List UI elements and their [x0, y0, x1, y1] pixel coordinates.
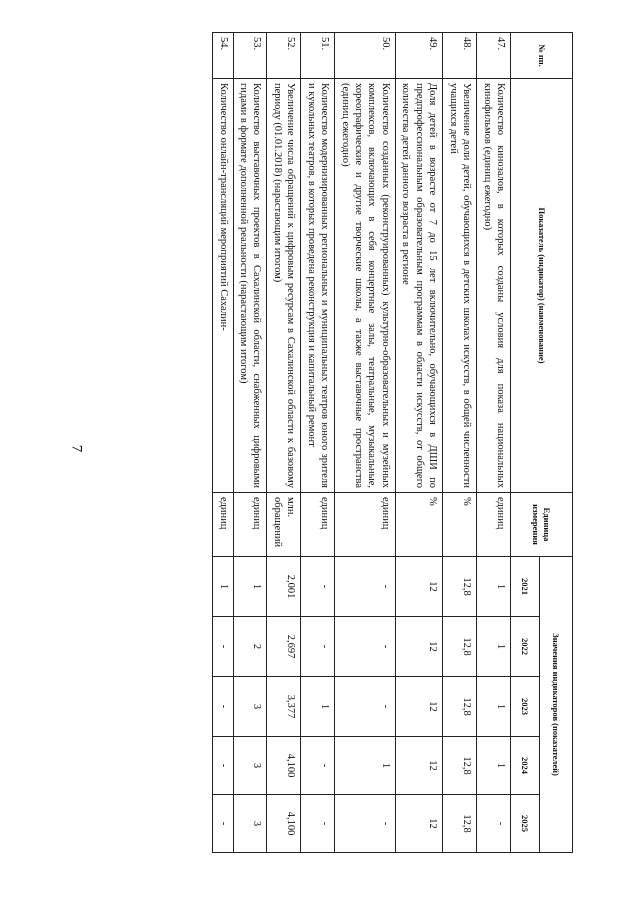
row-unit: %	[395, 493, 442, 557]
row-value: -	[335, 795, 396, 853]
row-value: 2,697	[267, 617, 301, 677]
table-row	[233, 33, 267, 853]
row-value: -	[335, 677, 396, 737]
row-value: 12	[395, 795, 442, 853]
row-value: 12,8	[443, 677, 477, 737]
row-value: 1	[477, 557, 511, 617]
row-unit: %	[443, 493, 477, 557]
row-value: 12	[395, 617, 442, 677]
row-unit: единиц	[233, 493, 267, 557]
header-unit: Единица измерения	[511, 493, 573, 557]
header-year: 2024	[511, 737, 540, 795]
indicators-table	[212, 32, 573, 853]
header-year: 2023	[511, 677, 540, 737]
row-name: Количество созданных (реконструированных) культурно-образовательных и музейных комплексов, включающих в себя концертные залы, театральные, музыкальные, хореографические и другие творческие школы, а также выставочные пространства (единиц ежегодно)	[335, 79, 396, 493]
table-row	[213, 33, 233, 853]
row-value: 12	[395, 557, 442, 617]
row-value: 1	[213, 557, 233, 617]
rotated-table-container	[133, 32, 573, 852]
table-row	[443, 33, 477, 853]
row-name: Количество онлайн-трансляций мероприятий Сахалин-	[213, 79, 233, 493]
row-unit: единиц	[213, 493, 233, 557]
row-name: Количество выставочных проектов в Сахалинской области, снабженных цифровыми гидами в формате дополненной реальности (нарастающим итогом)	[233, 79, 267, 493]
row-name: Количество кинозалов, в которых созданы условия для показа национальных кинофильмов (единиц ежегодно)	[477, 79, 511, 493]
row-unit: единиц	[301, 493, 335, 557]
row-value: -	[335, 617, 396, 677]
row-num: 48.	[443, 33, 477, 79]
row-value: 3	[233, 677, 267, 737]
row-value: 12	[395, 737, 442, 795]
row-unit: единиц	[477, 493, 511, 557]
row-num: 47.	[477, 33, 511, 79]
row-value: 12,8	[443, 737, 477, 795]
header-num: № пп.	[511, 33, 573, 79]
row-num: 54.	[213, 33, 233, 79]
row-value: 3	[233, 795, 267, 853]
row-value: 2	[233, 617, 267, 677]
row-value: 12,8	[443, 795, 477, 853]
row-unit: единиц	[335, 493, 396, 557]
row-value: 1	[477, 677, 511, 737]
row-name: Увеличение доли детей, обучающихся в детских школах искусств, в общей численности учащихся детей	[443, 79, 477, 493]
row-value: 1	[477, 737, 511, 795]
row-value: 4,100	[267, 795, 301, 853]
row-num: 50.	[335, 33, 396, 79]
row-name: Увеличение числа обращений к цифровым ресурсам в Сахалинской области к базовому периоду (01.01.2018) (нарастающим итогом)	[267, 79, 301, 493]
row-value: -	[213, 737, 233, 795]
table-row	[395, 33, 442, 853]
row-value: 1	[301, 677, 335, 737]
row-num: 53.	[233, 33, 267, 79]
page-number: 7	[68, 444, 85, 453]
row-num: 52.	[267, 33, 301, 79]
row-value: -	[335, 557, 396, 617]
table-row	[477, 33, 511, 853]
row-value: -	[301, 557, 335, 617]
row-value: 1	[477, 617, 511, 677]
row-value: -	[213, 677, 233, 737]
header-name: Показатель (индикатор) (наименование)	[511, 79, 573, 493]
row-value: 12,8	[443, 617, 477, 677]
row-value: 4,100	[267, 737, 301, 795]
row-value: 12,8	[443, 557, 477, 617]
row-value: 3,377	[267, 677, 301, 737]
row-value: -	[301, 795, 335, 853]
row-value: 2,001	[267, 557, 301, 617]
header-year: 2022	[511, 617, 540, 677]
row-unit: млн. обращений	[267, 493, 301, 557]
row-value: 12	[395, 677, 442, 737]
row-value: 1	[335, 737, 396, 795]
row-value: -	[301, 617, 335, 677]
table-row	[335, 33, 396, 853]
header-values-group: Значения индикаторов (показателей)	[540, 557, 573, 853]
row-value: -	[477, 795, 511, 853]
header-year: 2021	[511, 557, 540, 617]
row-num: 51.	[301, 33, 335, 79]
row-name: Доля детей в возрасте от 7 до 15 лет включительно, обучающихся в ДШИ по предпрофессиональным образовательным программам в области искусств, от общего количества детей данного возраста в регионе	[395, 79, 442, 493]
row-value: 1	[233, 557, 267, 617]
row-num: 49.	[395, 33, 442, 79]
row-value: 3	[233, 737, 267, 795]
row-name: Количество модернизированных региональных и муниципальных театров юного зрителя и кукольных театров, в которых проведена реконструкция и капитальный ремонт	[301, 79, 335, 493]
row-value: -	[301, 737, 335, 795]
header-year: 2025	[511, 795, 540, 853]
row-value: -	[213, 617, 233, 677]
table-row	[301, 33, 335, 853]
row-value: -	[213, 795, 233, 853]
table-row	[267, 33, 301, 853]
